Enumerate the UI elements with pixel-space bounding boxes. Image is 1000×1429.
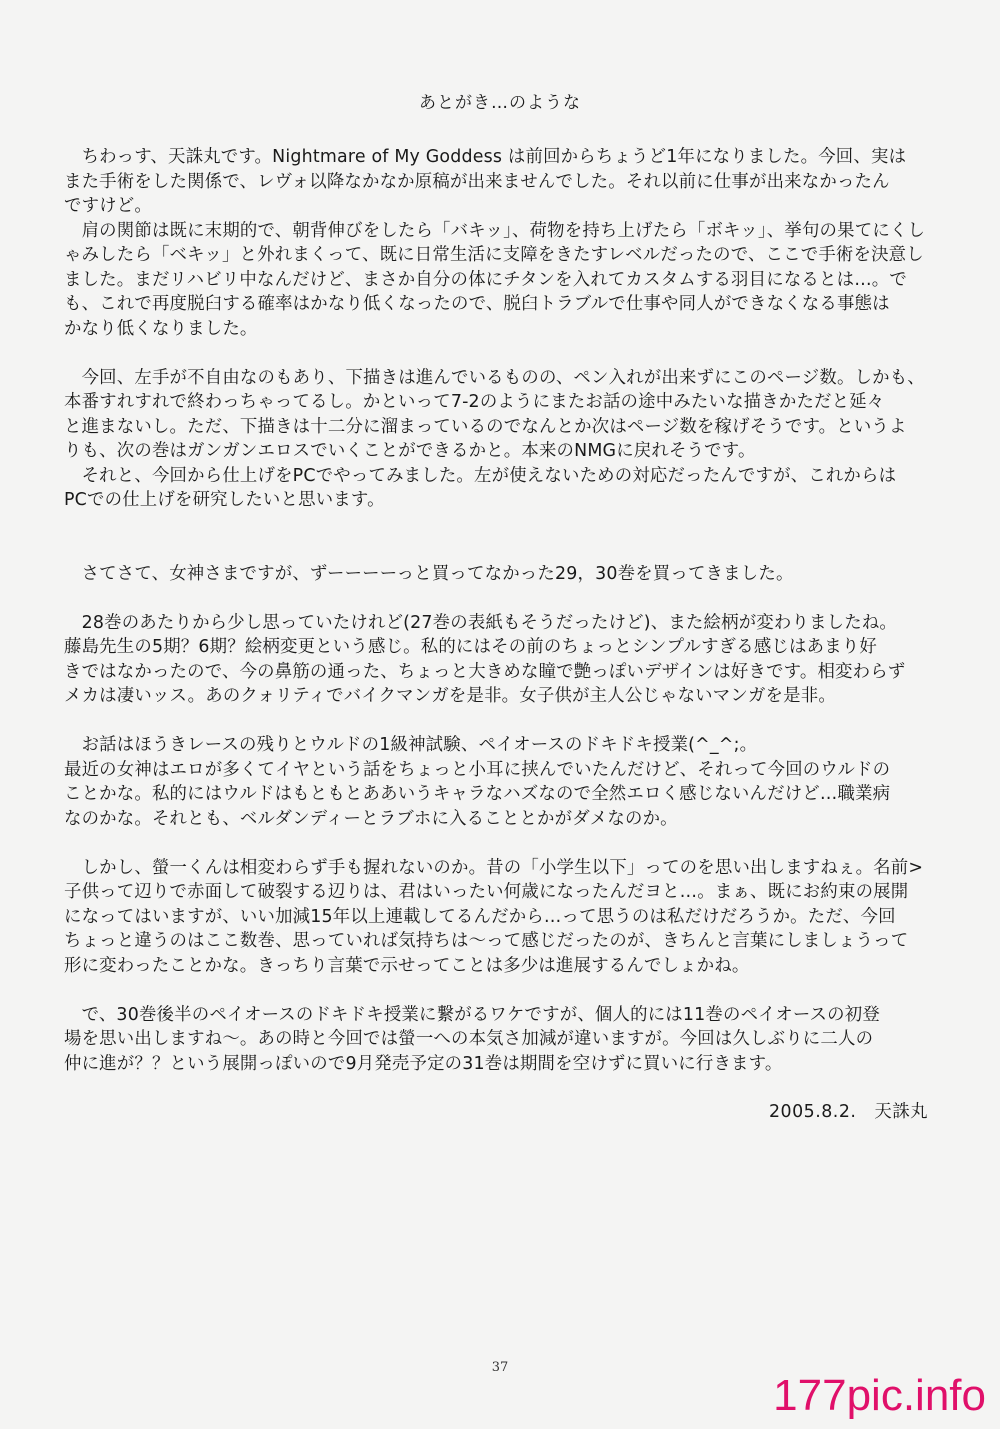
text-line: また手術をした関係で、レヴォ以降なかなか原稿が出来ませんでした。それ以前に仕事が出来なかったん bbox=[64, 171, 890, 192]
text-line: ですけど。 bbox=[64, 196, 152, 216]
text-line: 形に変わったことかな。きっちり言葉で示せってことは多少は進展するんでしょかね。 bbox=[64, 955, 750, 976]
signature-date: 2005.8.2. 天誅丸 bbox=[768, 1102, 928, 1122]
text-line: ちょっと違うのはここ数巻、思っていれば気持ちは〜って感じだったのが、きちんと言葉にしましょうって bbox=[64, 931, 909, 951]
watermark: 177pic.info bbox=[773, 1371, 986, 1420]
text-line: 場を思い出しますね〜。あの時と今回では螢一への本気さ加減が違いますが。今回は久しぶりに二人の bbox=[64, 1029, 874, 1049]
paragraph-gap bbox=[64, 709, 944, 734]
paragraph-gap bbox=[64, 978, 944, 1003]
text-line: かなり低くなりました。 bbox=[64, 318, 258, 339]
text-line: と進まないし。ただ、下描きは十二分に溜まっているのでなんとか次はページ数を稼げそうです。というよ bbox=[64, 416, 907, 437]
text-line: しかし、螢一くんは相変わらず手も握れないのか。昔の「小学生以下」ってのを思い出しますねぇ。名前> bbox=[64, 857, 924, 878]
text-line: それと、今回から仕上げをPCでやってみました。左が使えないための対応だったんですが、これからは bbox=[64, 465, 897, 486]
text-line: 最近の女神はエロが多くてイヤという話をちょっと小耳に挟んでいたんだけど、それって今回のウルドの bbox=[64, 759, 891, 780]
text-line: さてさて、女神さまですが、ずーーーーっと買ってなかった29，30巻を買ってきました。 bbox=[64, 563, 794, 584]
text-line: ゃみしたら「ベキッ」と外れまくって、既に日常生活に支障をきたすレベルだったので、ここで手術を決意し bbox=[64, 245, 924, 265]
text-line: りも、次の巻はガンガンエロスでいくことができるかと。本来のNMGに戻れそうです。 bbox=[64, 441, 756, 461]
text-line: ちわっす、天誅丸です。Nightmare of My Goddess は前回からちょうど1年になりました。今回、実は bbox=[64, 147, 907, 167]
text-line: なのかな。それとも、ベルダンディーとラブホに入ることとかがダメなのか。 bbox=[64, 808, 678, 829]
text-line: 藤島先生の5期？6期？絵柄変更という感じ。私的にはその前のちょっとシンプルすぎる感じはあまり好 bbox=[64, 637, 877, 657]
paragraph-gap bbox=[64, 341, 944, 366]
text-line: も、これで再度脱臼する確率はかなり低くなったので、脱臼トラブルで仕事や同人ができなくなる事態は bbox=[64, 294, 890, 314]
page-title: あとがき…のような bbox=[419, 93, 581, 113]
text-line: 仲に進が？？という展開っぽいので9月発売予定の31巻は期間を空けずに買いに行きます。 bbox=[64, 1053, 783, 1074]
paragraph-gap bbox=[64, 586, 944, 611]
text-line: 28巻のあたりから少し思っていたけれど(27巻の表紙もそうだったけど)、また絵柄が変わりましたね。 bbox=[64, 612, 898, 633]
paragraph-gap bbox=[64, 513, 944, 538]
afterword-body bbox=[64, 145, 944, 1076]
text-line: お話はほうきレースの残りとウルドの1級神試験、ペイオースのドキドキ授業(^_^;。 bbox=[64, 735, 758, 755]
text-line: 今回、左手が不自由なのもあり、下描きは進んでいるものの、ペン入れが出来ずにこのページ数。しかも、 bbox=[64, 367, 925, 388]
text-line: で、30巻後半のペイオースのドキドキ授業に繋がるワケですが、個人的には11巻のペイオースの初登 bbox=[64, 1004, 880, 1025]
text-line: ました。まだリハビリ中なんだけど、まさか自分の体にチタンを入れてカスタムする羽目になるとは…。で bbox=[64, 269, 907, 290]
text-line: 本番すれすれで終わっちゃってるし。かといって7-2のようにまたお話の途中みたいな描きかただと延々 bbox=[64, 392, 885, 412]
text-line: PCでの仕上げを研究したいと思います。 bbox=[64, 490, 385, 510]
text-line: ことかな。私的にはウルドはもともとああいうキャラなハズなので全然エロく感じないんだけど…職業病 bbox=[64, 784, 891, 804]
paragraph-gap bbox=[64, 831, 944, 856]
text-line: になってはいますが、いい加減15年以上連載してるんだから…って思うのは私だけだろうか。ただ、今回 bbox=[64, 906, 896, 927]
page-number: 37 bbox=[491, 1360, 509, 1375]
text-line: メカは凄いッス。あのクォリティでバイクマンガを是非。女子供が主人公じゃないマンガを是非。 bbox=[64, 686, 836, 706]
text-line: 肩の関節は既に末期的で、朝背伸びをしたら「バキッ」、荷物を持ち上げたら「ボキッ」、挙句の果てにくし bbox=[64, 220, 926, 241]
text-line: 子供って辺りで赤面して破裂する辺りは、君はいったい何歳になったんだヨと…。まぁ、既にお約束の展開 bbox=[64, 882, 909, 902]
paragraph-gap bbox=[64, 537, 944, 562]
text-line: きではなかったので、今の鼻筋の通った、ちょっと大きめな瞳で艶っぽいデザインは好きです。相変わらず bbox=[64, 661, 906, 682]
